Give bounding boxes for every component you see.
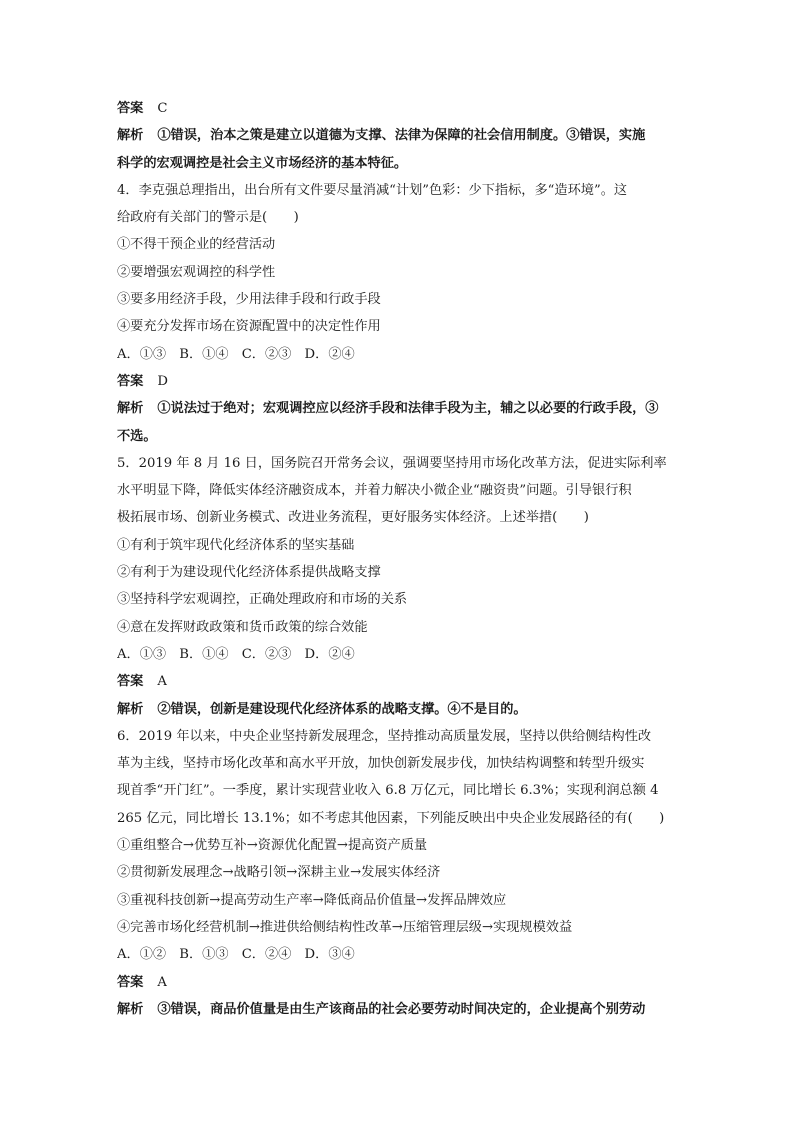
q5-analysis-row [117,696,679,723]
answer-label: 答案 [117,674,144,690]
answer-label: 答案 [117,101,144,116]
option-item: ①有利于筑牢现代化经济体系的坚实基础 [117,537,355,553]
option-item: ①重组整合→优势互补→资源优化配置→提高资产质量 [117,838,428,854]
answer-value: D [157,373,168,389]
q6-analysis-row [117,996,679,1023]
option-item: ④意在发挥财政政策和货币政策的综合效能 [117,619,368,635]
question-stem: 6．2019 年以来，中央企业坚持新发展理念，坚持推动高质量发展，坚持以供给侧结构性改 [117,728,652,744]
answer-value: C [157,101,168,116]
answer-label: 答案 [117,373,144,389]
q3-analysis-row [117,122,679,149]
option-item: ①不得干预企业的经营活动 [117,237,276,253]
question-stem: 革为主线，坚持市场化改革和高水平开放，加快创新发展步伐，加快结构调整和转型升级实 [117,756,645,772]
analysis-text: 科学的宏观调控是社会主义市场经济的基本特征。 [117,155,408,171]
analysis-label: 解析 [117,128,144,144]
analysis-text: 不选。 [117,428,157,444]
q5-answer-row [117,668,679,695]
option-item: ④完善市场化经营机制→推进供给侧结构性改革→压缩管理层级→实现规模效益 [117,919,573,935]
q6-answer-row [117,969,679,996]
question-stem: 现首季“开门红”。一季度，累计实现营业收入 6.8 万亿元，同比增长 6.3%；实现利润总额 4 [117,783,659,799]
option-item: ③要多用经济手段，少用法律手段和行政手段 [117,292,381,308]
question-stem: 极拓展市场、创新业务模式、改进业务流程，更好服务实体经济。上述举措( ) [117,510,589,526]
question-stem: 水平明显下降，降低实体经济融资成本，并着力解决小微企业“融资贵”问题。引导银行积 [117,483,632,499]
answer-value: A [157,674,167,690]
document-page [117,95,679,1023]
q4-analysis-row [117,395,679,422]
option-item: ②贯彻新发展理念→战略引领→深耕主业→发展实体经济 [117,865,441,881]
analysis-text: ①错误，治本之策是建立以道德为支撑、法律为保障的社会信用制度。③错误，实施 [157,128,646,144]
choices-row: A．①③ B．①④ C．②③ D．②④ [117,346,355,362]
analysis-label: 解析 [117,1001,144,1017]
analysis-label: 解析 [117,401,144,417]
analysis-text: ①说法过于绝对；宏观调控应以经济手段和法律手段为主，辅之以必要的行政手段，③ [157,401,659,417]
question-stem: 给政府有关部门的警示是( ) [117,210,299,226]
choices-row: A．①② B．①③ C．②④ D．③④ [117,947,355,963]
answer-value: A [157,974,167,990]
analysis-label: 解析 [117,701,144,717]
analysis-text: ③错误，商品价值量是由生产该商品的社会必要劳动时间决定的，企业提高个别劳动 [157,1001,646,1017]
option-item: ③坚持科学宏观调控，正确处理政府和市场的关系 [117,592,408,608]
q4-answer-row [117,368,679,395]
choices-row: A．①③ B．①④ C．②③ D．②④ [117,646,355,662]
q3-answer-row [117,95,679,122]
question-stem: 5．2019 年 8 月 16 日，国务院召开常务会议，强调要坚持用市场化改革方法，促进实际利率 [117,455,667,471]
option-item: ②要增强宏观调控的科学性 [117,264,276,280]
option-item: ②有利于为建设现代化经济体系提供战略支撑 [117,565,381,581]
answer-label: 答案 [117,974,144,990]
question-stem: 265 亿元，同比增长 13.1%；如不考虑其他因素，下列能反映出中央企业发展路径的有( ) [117,810,665,826]
analysis-text: ②错误，创新是建设现代化经济体系的战略支撑。④不是目的。 [157,701,527,717]
question-stem: 4．李克强总理指出，出台所有文件要尽量消减“计划”色彩：少下指标，多“造环境”。这 [117,182,628,198]
option-item: ③重视科技创新→提高劳动生产率→降低商品价值量→发挥品牌效应 [117,892,507,908]
option-item: ④要充分发挥市场在资源配置中的决定性作用 [117,319,381,335]
